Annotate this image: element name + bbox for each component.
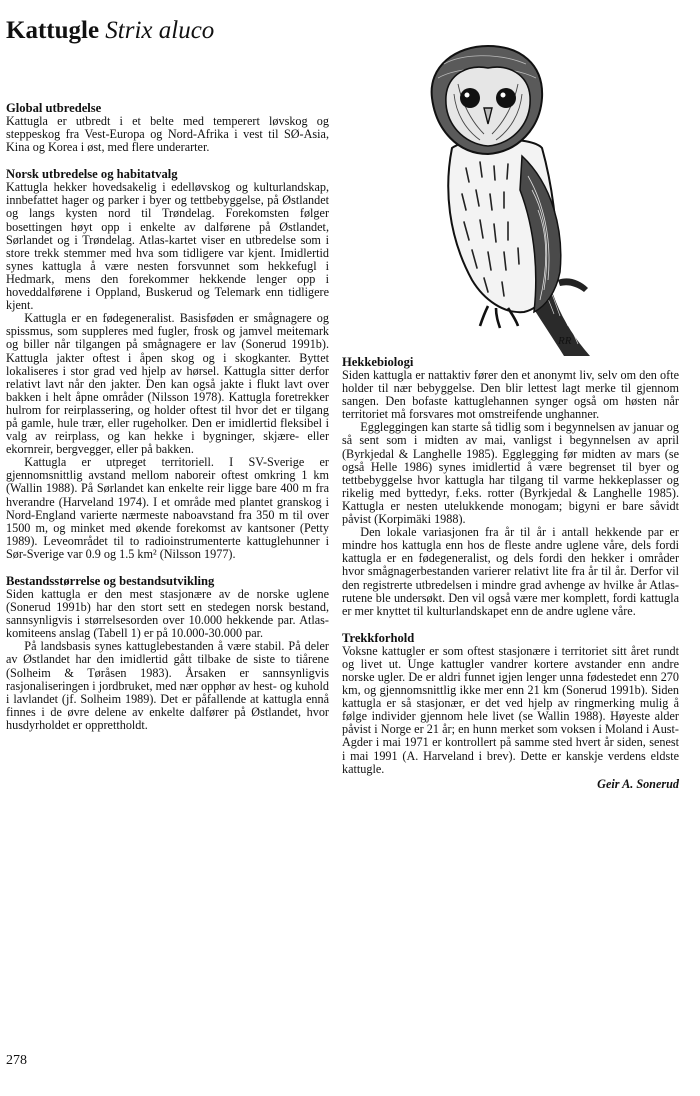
page-title bbox=[6, 16, 214, 46]
paragraph: På landsbasis synes kattuglebestanden å være stabil. På deler av Østlandet har den imidlertid gått tilbake de siste to tiårene (Solheim & Tøråsen 1983). Årsaken er sannsynligvis rasjonaliseringen i jordbruket, med nær opphør av hest- og kuhold i lavlandet (jf. Solheim 1989). Det er påfallende at kattugla ennå finnes i de øvre delene av enkelte dalfører på Østlandet, hvor husdyrholdet er opprettholdt. bbox=[6, 639, 329, 732]
author-signature: Geir A. Sonerud bbox=[597, 776, 679, 791]
paragraph: Voksne kattugler er som oftest stasjonære i territoriet sitt året rundt og livet ut. Unge kattugler vandrer kortere avstander enn andre norske ugler. De er aldri funnet igjen lenger unna fødestedet enn 270 km, og gjennomsnittlig ikke mer enn 21 km (Sonerud 1991b). Siden kattugla er så stasjonær, er det ved hjelp av ringmerking mulig å følge individer gjennom hele livet (se Wallin 1988). Høyeste alder påvist i Norge er 21 år; en hunn merket som voksen i Moland i Aust-Agder i mai 1971 er kontrollert på samme sted hvert år siden, senest i mai 1991 (A. Harveland i brev). Dette er kanskje verdens eldste kattugle. bbox=[342, 643, 679, 776]
species-name: Kattugle bbox=[6, 17, 100, 44]
paragraph: Siden kattugla er den mest stasjonære av de norske uglene (Sonerud 1991b) har den stort sett en stedegen norsk bestand, sannsynligvis i størrelsesorden over 10.000 hekkende par. Atlas-komiteens anslag (Tabell 1) er på 10.000-30.000 par. bbox=[6, 587, 329, 641]
section-heading: Trekkforhold bbox=[342, 630, 415, 645]
latin-name: Strix aluco bbox=[105, 17, 215, 44]
section-heading: Bestandsstørrelse og bestandsutvikling bbox=[6, 574, 215, 588]
section-norwegian-distribution bbox=[6, 167, 329, 561]
owl-illustration bbox=[408, 44, 604, 358]
section-breeding-biology bbox=[342, 355, 679, 618]
paragraph: Eggleggingen kan starte så tidlig som i begynnelsen av januar og så sent som i midten av mai, vanligst i begynnelsen av april (Byrkjedal & Langhelle 1985). Egglegging før midten av mars (se også Helle 1986) synes imidlertid å være begrenset til byer og tettbebyggelse hvor kattugla har tilgang til varme hekkeplasser og rikelig med byttedyr, f.eks. rotter (Byrkjedal & Langhelle 1985). Kattugla er nesten utelukkende monogam; bigyni er bare såvidt påvist (Korpimäki 1988). bbox=[342, 420, 679, 527]
left-column bbox=[6, 101, 329, 745]
section-heading: Hekkebiologi bbox=[342, 355, 414, 369]
section-heading: Norsk utbredelse og habitatvalg bbox=[6, 167, 178, 182]
paragraph: Siden kattugla er nattaktiv fører den et anonymt liv, selv om den ofte holder til nær bebyggelse. Den blir lettest lagt merke til gjennom sangen. Den bofaste kattuglehannen synger også om høsten når territoriet må forsvares mot omstreifende unghanner. bbox=[342, 368, 679, 422]
section-heading: Global utbredelse bbox=[6, 101, 102, 115]
section-population bbox=[6, 574, 329, 732]
section-global-distribution bbox=[6, 101, 329, 154]
paragraph: Kattugla er en fødegeneralist. Basisføden er smågnagere og spissmus, som suppleres med fugler, frosk og jamvel meitemark og biller når tilgangen på smågnagere er lav (Sonerud 1991b). Kattugla jakter oftest i åpen skog og i skogkanter. Byttet lokaliseres i stor grad ved hjelp av hørsel. Kattugla sitter derfor relativt lavt når den jakter. Den kan også jakte i flukt lavt over bakken i helt åpne områder (Nilsson 1978). Kattugla foretrekker hulrom for reirplassering, og holder oftest til hvor det er tilgang på gamle, hule trær, eller rugeholker. Den er imidlertid fleksibel i valg av reirplass, og kan hekke i bygninger, skjære- eller ekornreir, bergvegger, eller på bakken. bbox=[6, 311, 329, 457]
page-number: 278 bbox=[6, 1053, 27, 1068]
right-column bbox=[342, 355, 679, 804]
paragraph: Kattugla er utpreget territoriell. I SV-Sverige er gjennomsnittlig avstand mellom naboreir oftest omkring 1 km (Wallin 1988). På Sørlandet kan enkelte reir ligge bare 400 m fra hverandre (Harveland 1974). I et område med plantet granskog i Nord-England varierte nærmeste naboavstand fra 350 m til over 1500 m, og minket med økende forekomst av kantsoner (Petty 1989). Leveområdet til to radioinstrumenterte kattuglehunner i Sør-Sverige var 0.9 og 1.5 km² (Nilsson 1977). bbox=[6, 455, 329, 561]
section-migration bbox=[342, 631, 679, 791]
artist-signature: RR bbox=[558, 335, 572, 347]
paragraph: Kattugla er utbredt i et belte med temperert løvskog og steppeskog fra Vest-Europa og Nord-Afrika i vest til SØ-Asia, Kina og Korea i øst, med flere underarter. bbox=[6, 114, 329, 155]
paragraph: Kattugla hekker hovedsakelig i edelløvskog og kulturlandskap, innbefattet hager og parker i byer og tettbebyggelse, på Østlandet og langs kysten nord til Trøndelag. Forekomsten følger bosettingen høyt opp i enkelte av dalførene på Østlandet, Sørlandet og i Trøndelag. Atlas-kartet viser en utbredelse som i store trekk stemmer med hva som tidligere var kjent. Imidlertid synes kattugla å være nesten forsvunnet som hekkefugl i Hedmark, mens den forekommer hekkende lenger opp i hoveddalførene i Oppland, Buskerud og Telemark enn tidligere kjent. bbox=[6, 180, 329, 313]
paragraph: Den lokale variasjonen fra år til år i antall hekkende par er mindre hos kattugla enn hos de fleste andre uglene våre, dels fordi kattugla er en fødegeneralist, og dels fordi den hekker i områder hvor smågnagerbestanden varierer relativt lite fra år til år. Derfor vil den registrerte utbredelsen i mindre grad avhenge av hvilke år Atlas-rutene ble undersøkt. Den vil også være mer komplett, fordi kattugla er mer knyttet til kulturlandskapet enn de andre uglene våre. bbox=[342, 525, 679, 618]
